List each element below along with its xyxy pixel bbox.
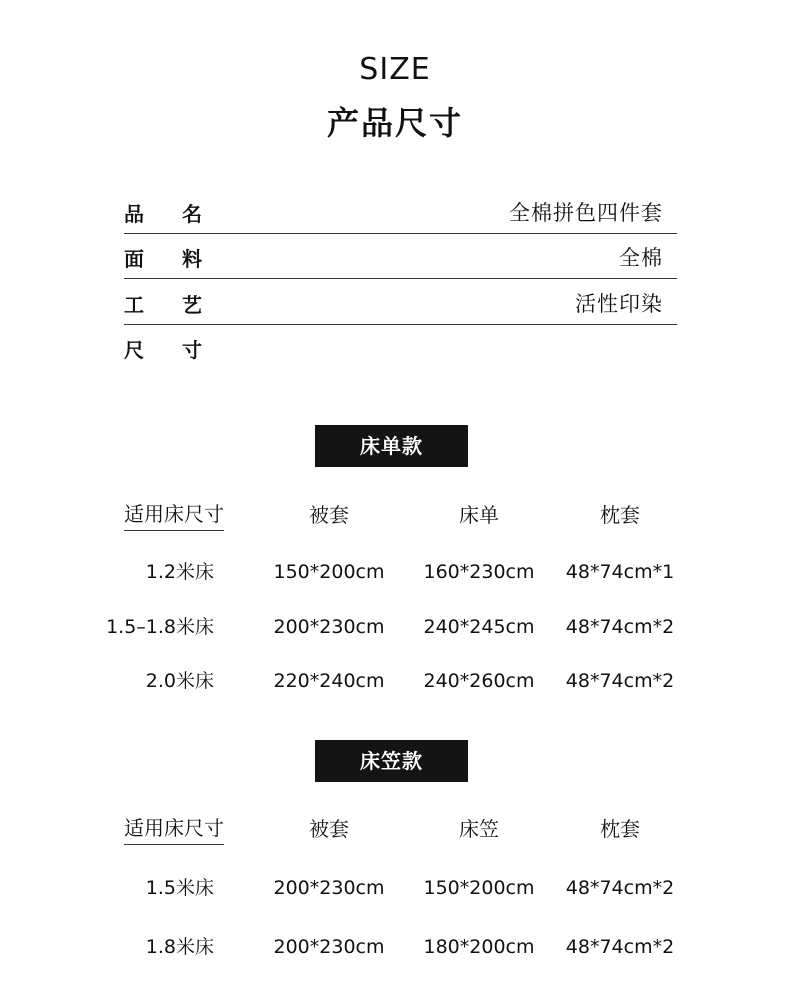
cell-duvet: 200*230cm bbox=[273, 877, 385, 899]
table-header-fitted bbox=[0, 814, 790, 844]
spec-row-fabric bbox=[124, 234, 677, 279]
cell-bed-size: 1.8米床 bbox=[145, 936, 214, 958]
table-row bbox=[0, 932, 790, 962]
spec-row-size bbox=[124, 325, 677, 369]
cell-bed-size: 1.5米床 bbox=[145, 877, 214, 899]
spec-value: 活性印染 bbox=[575, 292, 663, 316]
table-row bbox=[0, 557, 790, 587]
spec-value: 全棉拼色四件套 bbox=[509, 201, 663, 225]
section-badge-fitted: 床笠款 bbox=[315, 740, 468, 782]
spec-row-name bbox=[124, 189, 677, 234]
table-row bbox=[0, 666, 790, 696]
table-header-sheet bbox=[0, 500, 790, 530]
spec-label: 工艺 bbox=[124, 293, 240, 317]
cell-duvet: 200*230cm bbox=[273, 616, 385, 638]
header-fitted-sheet: 床笠 bbox=[459, 817, 499, 841]
header-pillowcase: 枕套 bbox=[600, 503, 640, 527]
cell-pillowcase: 48*74cm*2 bbox=[565, 670, 675, 692]
cell-fitted-sheet: 180*200cm bbox=[423, 936, 535, 958]
spec-label: 面料 bbox=[124, 247, 240, 271]
spec-value: 全棉 bbox=[619, 246, 663, 270]
cell-pillowcase: 48*74cm*1 bbox=[565, 561, 675, 583]
cell-sheet: 160*230cm bbox=[423, 561, 535, 583]
cell-bed-size: 1.2米床 bbox=[145, 561, 214, 583]
cell-duvet: 150*200cm bbox=[273, 561, 385, 583]
spec-label: 尺寸 bbox=[124, 338, 240, 362]
header-bed-size: 适用床尺寸 bbox=[124, 814, 224, 845]
header-duvet: 被套 bbox=[309, 503, 349, 527]
spec-label: 品名 bbox=[124, 202, 240, 226]
page-title-cn: 产品尺寸 bbox=[326, 104, 463, 142]
cell-duvet: 220*240cm bbox=[273, 670, 385, 692]
cell-pillowcase: 48*74cm*2 bbox=[565, 877, 675, 899]
header-sheet: 床单 bbox=[459, 503, 499, 527]
section-badge-sheet: 床单款 bbox=[315, 425, 468, 467]
spec-row-craft bbox=[124, 280, 677, 325]
cell-duvet: 200*230cm bbox=[273, 936, 385, 958]
cell-pillowcase: 48*74cm*2 bbox=[565, 616, 675, 638]
page-title-en: SIZE bbox=[359, 52, 431, 87]
cell-fitted-sheet: 150*200cm bbox=[423, 877, 535, 899]
header-pillowcase: 枕套 bbox=[600, 817, 640, 841]
cell-sheet: 240*260cm bbox=[423, 670, 535, 692]
header-bed-size: 适用床尺寸 bbox=[124, 500, 224, 531]
table-row bbox=[0, 612, 790, 642]
cell-pillowcase: 48*74cm*2 bbox=[565, 936, 675, 958]
cell-bed-size: 1.5–1.8米床 bbox=[106, 616, 214, 638]
cell-bed-size: 2.0米床 bbox=[145, 670, 214, 692]
table-row bbox=[0, 873, 790, 903]
header-duvet: 被套 bbox=[309, 817, 349, 841]
cell-sheet: 240*245cm bbox=[423, 616, 535, 638]
